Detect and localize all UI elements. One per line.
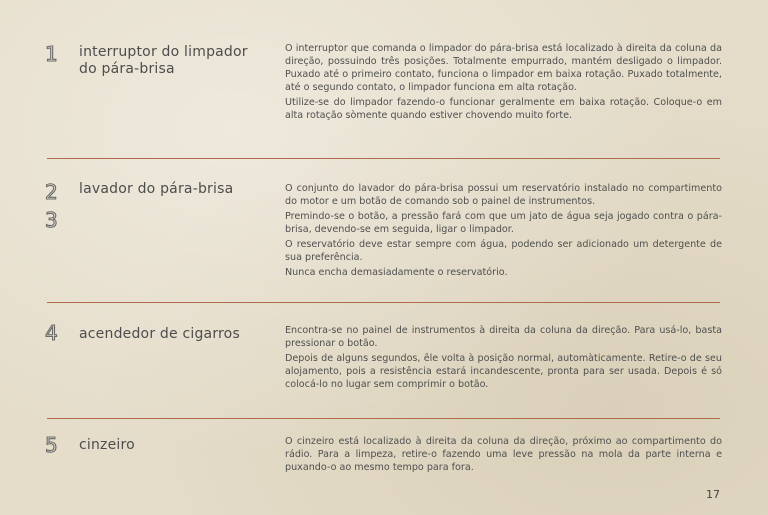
section-number-2: 2 (45, 180, 58, 204)
section-divider (47, 158, 720, 159)
section-title: acendedor de cigarros (79, 326, 240, 342)
section-number: 4 (45, 321, 58, 345)
paragraph: Depois de alguns segundos, êle volta à posição normal, automàticamente. Retire-o de seu alojamento, pois a resistência estará incandescente, pronta para ser usada. Depois é só colocá-lo no lugar sem comprimir o botão. (285, 353, 722, 390)
section-divider (47, 302, 720, 303)
section-body (285, 435, 722, 476)
section-number-3: 3 (45, 208, 58, 232)
section-title: interruptor do limpador do pára-brisa (79, 44, 248, 77)
paragraph: O interruptor que comanda o limpador do pára-brisa está localizado à direita da coluna da direção, possuindo três posições. Totalmente empurrado, mantém desligado o limpador. Puxado até o primeiro contato, funciona o limpador em baixa rotação. Puxado totalmente, até o segundo contato, o limpador funciona em alta rotação. (285, 43, 722, 93)
section-divider (47, 418, 720, 419)
paragraph: Nunca encha demasiadamente o reservatório. (285, 267, 508, 278)
section-number: 1 (45, 42, 58, 66)
paragraph: O cinzeiro está localizado à direita da coluna da direção, próximo ao compartimento do rádio. Para a limpeza, retire-o fazendo uma leve pressão na mola da parte interna e puxando-o ao mesmo tempo para fora. (285, 436, 722, 473)
section-body (285, 42, 722, 124)
section-title: lavador do pára-brisa (79, 181, 234, 197)
section-title: cinzeiro (79, 437, 135, 453)
section-body (285, 324, 722, 393)
section-body (285, 182, 722, 281)
section-number: 5 (45, 433, 58, 457)
paragraph: Utilize-se do limpador fazendo-o funcionar geralmente em baixa rotação. Coloque-o em alta rotação sòmente quando estiver chovendo muito forte. (285, 97, 722, 121)
page-number: 17 (706, 488, 720, 501)
section-number (45, 178, 58, 234)
paragraph: Premindo-se o botão, a pressão fará com que um jato de água seja jogado contra o pára-brisa, devendo-se em seguida, ligar o limpador. (285, 211, 722, 235)
paragraph: Encontra-se no painel de instrumentos à direita da coluna da direção. Para usá-lo, basta pressionar o botão. (285, 325, 722, 349)
paragraph: O reservatório deve estar sempre com água, podendo ser adicionado um detergente de sua preferência. (285, 239, 722, 263)
paragraph: O conjunto do lavador do pára-brisa possui um reservatório instalado no compartimento do motor e um botão de comando sob o painel de instrumentos. (285, 183, 722, 207)
